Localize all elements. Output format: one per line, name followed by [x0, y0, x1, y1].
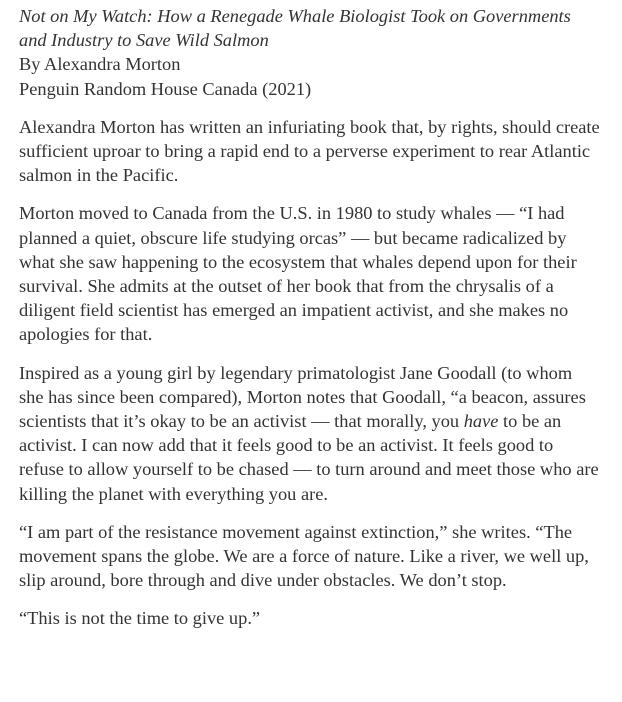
paragraph-3-text-before: Inspired as a young girl by legendary primatologist Jane Goodall (to whom she has since been compared), Morton notes that Goodall, “a beacon, assures scientists that it’s okay to be an activist — that morally, you	[19, 362, 586, 432]
book-title: Not on My Watch: How a Renegade Whale Biologist Took on Governments and Industry to Save Wild Salmon	[19, 6, 571, 51]
paragraph-3	[19, 361, 600, 506]
publisher-info: Penguin Random House Canada (2021)	[19, 78, 312, 99]
paragraph-3-text-after: to be an activist. I can now add that it feels good to be an activist. It feels good to refuse to allow yourself to be chased — to turn around and meet those who are killing the planet with everything you are.	[19, 411, 599, 504]
paragraph-1: Alexandra Morton has written an infuriating book that, by rights, should create sufficient uproar to bring a rapid end to a perverse experiment to rear Atlantic salmon in the Pacific.	[19, 116, 600, 186]
book-info	[19, 4, 600, 101]
author-byline: By Alexandra Morton	[19, 54, 181, 75]
paragraph-4: “I am part of the resistance movement against extinction,” she writes. “The movement spans the globe. We are a force of nature. Like a river, we well up, slip around, bore through and dive under obstacles. We don’t stop.	[19, 521, 589, 591]
emphasis-text: have	[463, 411, 499, 432]
paragraph-5: “This is not the time to give up.”	[19, 608, 261, 629]
paragraph-2: Morton moved to Canada from the U.S. in 1980 to study whales — “I had planned a quiet, obscure life studying orcas” — but became radicalized by what she saw happening to the ecosystem that whales depend upon for their survival. She admits at the outset of her book that from the chrysalis of a diligent field scientist has emerged an impatient activist, and she makes no apologies for that.	[19, 203, 577, 345]
